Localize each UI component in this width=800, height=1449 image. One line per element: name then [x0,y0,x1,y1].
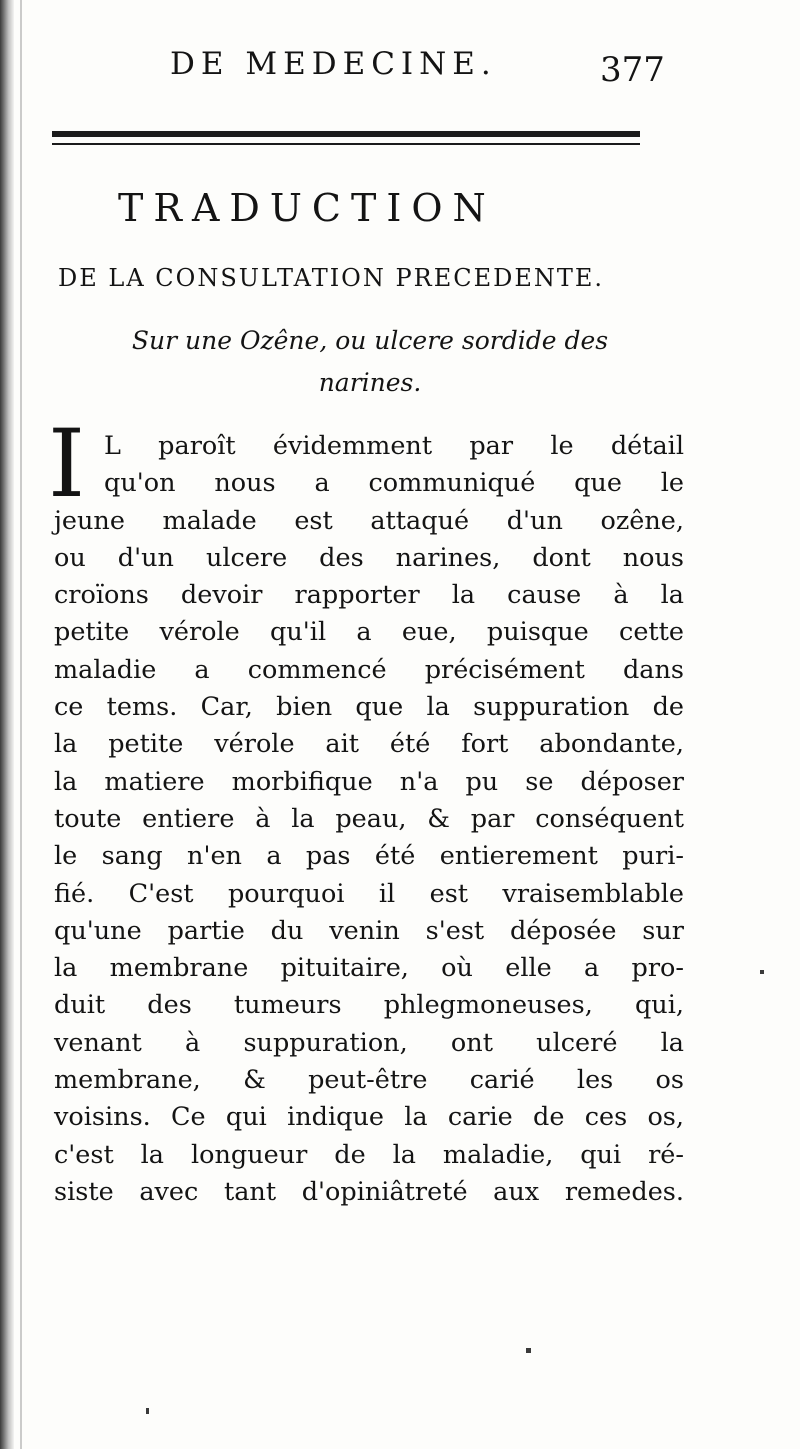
running-head: DE MEDECINE. [170,46,497,82]
body-line: qu'on nous a communiqué que le [104,468,684,499]
section-title: TRADUCTION [118,186,496,230]
page-number: 377 [600,50,665,90]
body-line: la petite vérole ait été fort abondante, [54,729,684,760]
body-line: ce tems. Car, bien que la suppuration de [54,692,684,723]
body-line: siste avec tant d'opiniâtreté aux remedes. [54,1176,684,1207]
body-line: membrane, & peut-être carié les os [54,1065,684,1096]
body-line: jeune malade est attaqué d'un ozêne, [54,505,684,536]
body-line: maladie a commencé précisément dans [54,654,684,685]
header-rule-thick [52,131,640,137]
body-text [54,428,684,1211]
page-edge-line [20,0,22,1449]
section-subtitle: DE LA CONSULTATION PRECEDENTE. [58,264,605,292]
body-line: croïons devoir rapporter la cause à la [54,580,684,611]
body-line: fié. C'est pourquoi il est vraisemblable [54,878,684,909]
body-line: toute entiere à la peau, & par conséquent [54,803,684,834]
body-line: duit des tumeurs phlegmoneuses, qui, [54,990,684,1021]
page-binding-shadow [0,0,14,1449]
body-line: la membrane pituitaire, où elle a pro- [54,953,684,984]
ink-speck [526,1348,531,1353]
body-line: venant à suppuration, ont ulceré la [54,1027,684,1058]
body-line: ou d'un ulcere des narines, dont nous [54,542,684,573]
header-rule-thin [52,143,640,145]
body-line: le sang n'en a pas été entierement puri- [54,841,684,872]
body-line: petite vérole qu'il a eue, puisque cette [54,617,684,648]
ink-speck [146,1408,149,1414]
ink-speck [760,970,764,974]
drop-cap: I [48,410,86,519]
section-note: Sur une Ozêne, ou ulcere sordide des narines. [131,326,609,397]
body-line: L paroît évidemment par le détail [104,431,684,461]
body-line: c'est la longueur de la maladie, qui ré- [54,1139,684,1170]
body-line: qu'une partie du venin s'est déposée sur [54,915,684,946]
body-line: voisins. Ce qui indique la carie de ces os, [54,1102,684,1133]
body-line: la matiere morbifique n'a pu se déposer [54,766,684,797]
